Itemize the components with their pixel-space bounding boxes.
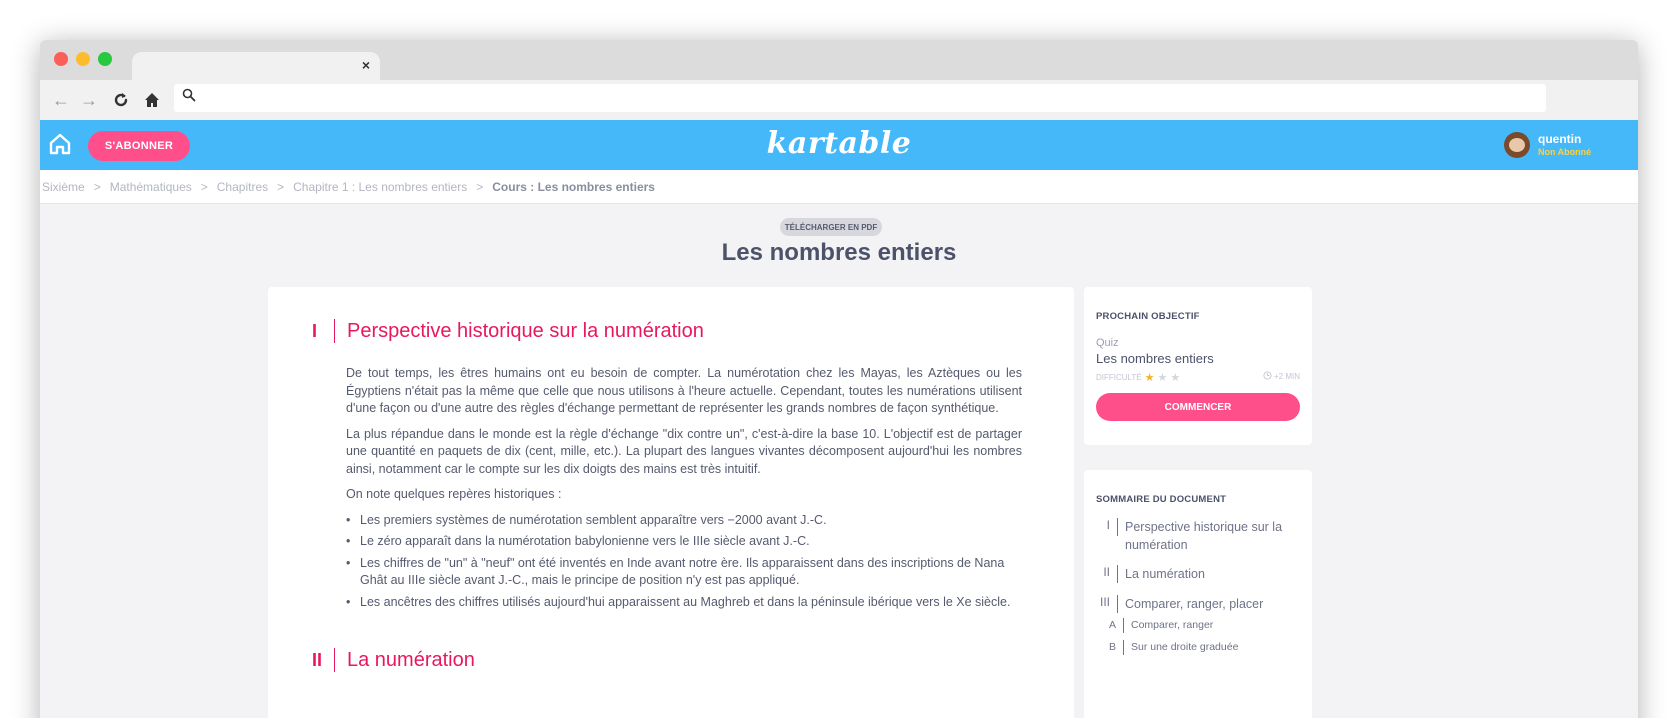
section-divider: [334, 319, 335, 343]
bullet-list: [346, 512, 1022, 612]
breadcrumb-separator-icon: >: [200, 180, 208, 194]
document-summary: [1084, 470, 1312, 718]
difficulty-rating: [1096, 371, 1180, 384]
star-icon: ★: [1144, 372, 1155, 384]
toc-subitem[interactable]: [1102, 640, 1238, 655]
tab-strip: [40, 40, 1638, 80]
breadcrumb-separator-icon: >: [93, 180, 101, 194]
duration-value: +2 MIN: [1273, 372, 1300, 381]
breadcrumb-link[interactable]: Chapitres: [216, 180, 269, 194]
breadcrumb-link[interactable]: Sixième: [42, 180, 85, 194]
section-heading: [312, 318, 704, 344]
toc-subitem[interactable]: [1102, 618, 1213, 633]
toc-label: Comparer, ranger, placer: [1125, 597, 1264, 611]
section-body: [346, 365, 1022, 615]
minimize-window-icon[interactable]: [76, 52, 90, 66]
section-number: II: [312, 649, 323, 670]
star-icon: ★: [1157, 372, 1168, 384]
paragraph: On note quelques repères historiques :: [346, 487, 562, 501]
toc-divider: [1123, 618, 1124, 633]
address-bar[interactable]: [174, 84, 1546, 112]
maximize-window-icon[interactable]: [98, 52, 112, 66]
breadcrumb-link[interactable]: Chapitre 1 : Les nombres entiers: [293, 180, 468, 194]
browser-window: [40, 40, 1638, 718]
user-menu[interactable]: [1504, 130, 1624, 162]
reload-icon[interactable]: [112, 88, 130, 115]
toc-divider: [1117, 565, 1118, 583]
star-icon: ★: [1170, 372, 1181, 384]
toc-label: Sur une droite graduée: [1131, 641, 1239, 653]
toc-divider: [1117, 518, 1118, 536]
subscribe-button[interactable]: S'ABONNER: [88, 131, 190, 161]
forward-arrow-icon[interactable]: →: [80, 90, 98, 110]
download-pdf-button[interactable]: TÉLÉCHARGER EN PDF: [780, 218, 882, 236]
toc-number: B: [1108, 641, 1116, 653]
section-number: I: [312, 320, 318, 341]
toc-number: III: [1099, 595, 1110, 609]
toc-item[interactable]: [1096, 518, 1300, 554]
user-name: quentin: [1538, 132, 1582, 146]
avatar[interactable]: [1504, 132, 1530, 158]
close-window-icon[interactable]: [54, 52, 68, 66]
user-status: Non Abonné: [1538, 147, 1592, 157]
breadcrumb: [40, 170, 1638, 204]
breadcrumb-link[interactable]: Mathématiques: [109, 180, 192, 194]
toc-divider: [1123, 640, 1124, 655]
duration: [1263, 371, 1300, 381]
tab-close-icon[interactable]: ×: [361, 57, 370, 73]
toc-number: A: [1108, 619, 1116, 631]
breadcrumb-separator-icon: >: [476, 180, 484, 194]
breadcrumb-current: Cours : Les nombres entiers: [492, 180, 655, 194]
list-item: • Les ancêtres des chiffres utilisés aujourd'hui apparaissent au Maghreb et dans la péninsule ibérique vers le Xe siècle.: [346, 594, 1022, 612]
back-arrow-icon[interactable]: ←: [52, 90, 70, 110]
list-item: • Les chiffres de "un" à "neuf" ont été inventés en Inde avant notre ère. Ils apparaissent dans des inscriptions de Nana Ghât au IIIe siècle avant J.-C., mais le principe de position n'y est pas appliqué.: [346, 555, 1022, 590]
app-header: [40, 120, 1638, 170]
summary-heading: SOMMAIRE DU DOCUMENT: [1096, 494, 1227, 505]
section-divider: [334, 648, 335, 672]
toc-number: II: [1103, 565, 1110, 579]
objective-title[interactable]: Les nombres entiers: [1096, 351, 1214, 366]
browser-tab[interactable]: [132, 52, 380, 80]
toc-item[interactable]: [1096, 595, 1263, 613]
list-item: • Les premiers systèmes de numérotation semblent apparaître vers −2000 avant J.-C.: [346, 512, 1022, 530]
list-item: • Le zéro apparaît dans la numérotation babylonienne vers le IIIe siècle avant J.-C.: [346, 533, 1022, 551]
toc-label: Perspective historique sur la numération: [1125, 520, 1283, 552]
difficulty-label: DIFFICULTÉ: [1096, 373, 1142, 382]
objective-type: Quiz: [1096, 337, 1119, 349]
breadcrumb-separator-icon: >: [277, 180, 285, 194]
next-objective-card: [1084, 287, 1312, 445]
section-title: Perspective historique sur la numération: [347, 319, 704, 342]
course-content: [268, 287, 1074, 718]
toc-label: La numération: [1125, 567, 1205, 581]
clock-icon: [1263, 371, 1272, 380]
toc-item[interactable]: [1096, 565, 1205, 583]
kartable-logo[interactable]: kartable: [766, 126, 912, 161]
home-icon[interactable]: [144, 88, 160, 114]
search-icon: [182, 88, 196, 106]
paragraph: De tout temps, les êtres humains ont eu besoin de compter. La numérotation chez les Mayas, les Aztèques ou les Égyptiens n'était pas la même que celle que nous utilisons à l'heure actuelle. Cependant, toutes les numérations utilisent d'une façon ou d'une autre des règles d'échange permettant de représenter les grands nombres de façon synthétique.: [346, 366, 1022, 415]
page-title: Les nombres entiers: [721, 239, 957, 266]
toc-label: Comparer, ranger: [1131, 619, 1214, 631]
start-button[interactable]: COMMENCER: [1096, 393, 1300, 421]
paragraph: La plus répandue dans le monde est la règle d'échange "dix contre un", c'est-à-dire la base 10. L'objectif est de partager une quantité en paquets de dix (cent, mille, etc.). La plupart des langues vivantes décomposent aujourd'hui les nombres ainsi, notamment car le compte sur les dix doigts des mains est très intuitif.: [346, 426, 1022, 476]
toc-number: I: [1106, 518, 1110, 532]
section-heading: [312, 647, 475, 673]
section-title: La numération: [347, 648, 475, 671]
objective-heading: PROCHAIN OBJECTIF: [1096, 311, 1200, 322]
toc-divider: [1117, 595, 1118, 613]
